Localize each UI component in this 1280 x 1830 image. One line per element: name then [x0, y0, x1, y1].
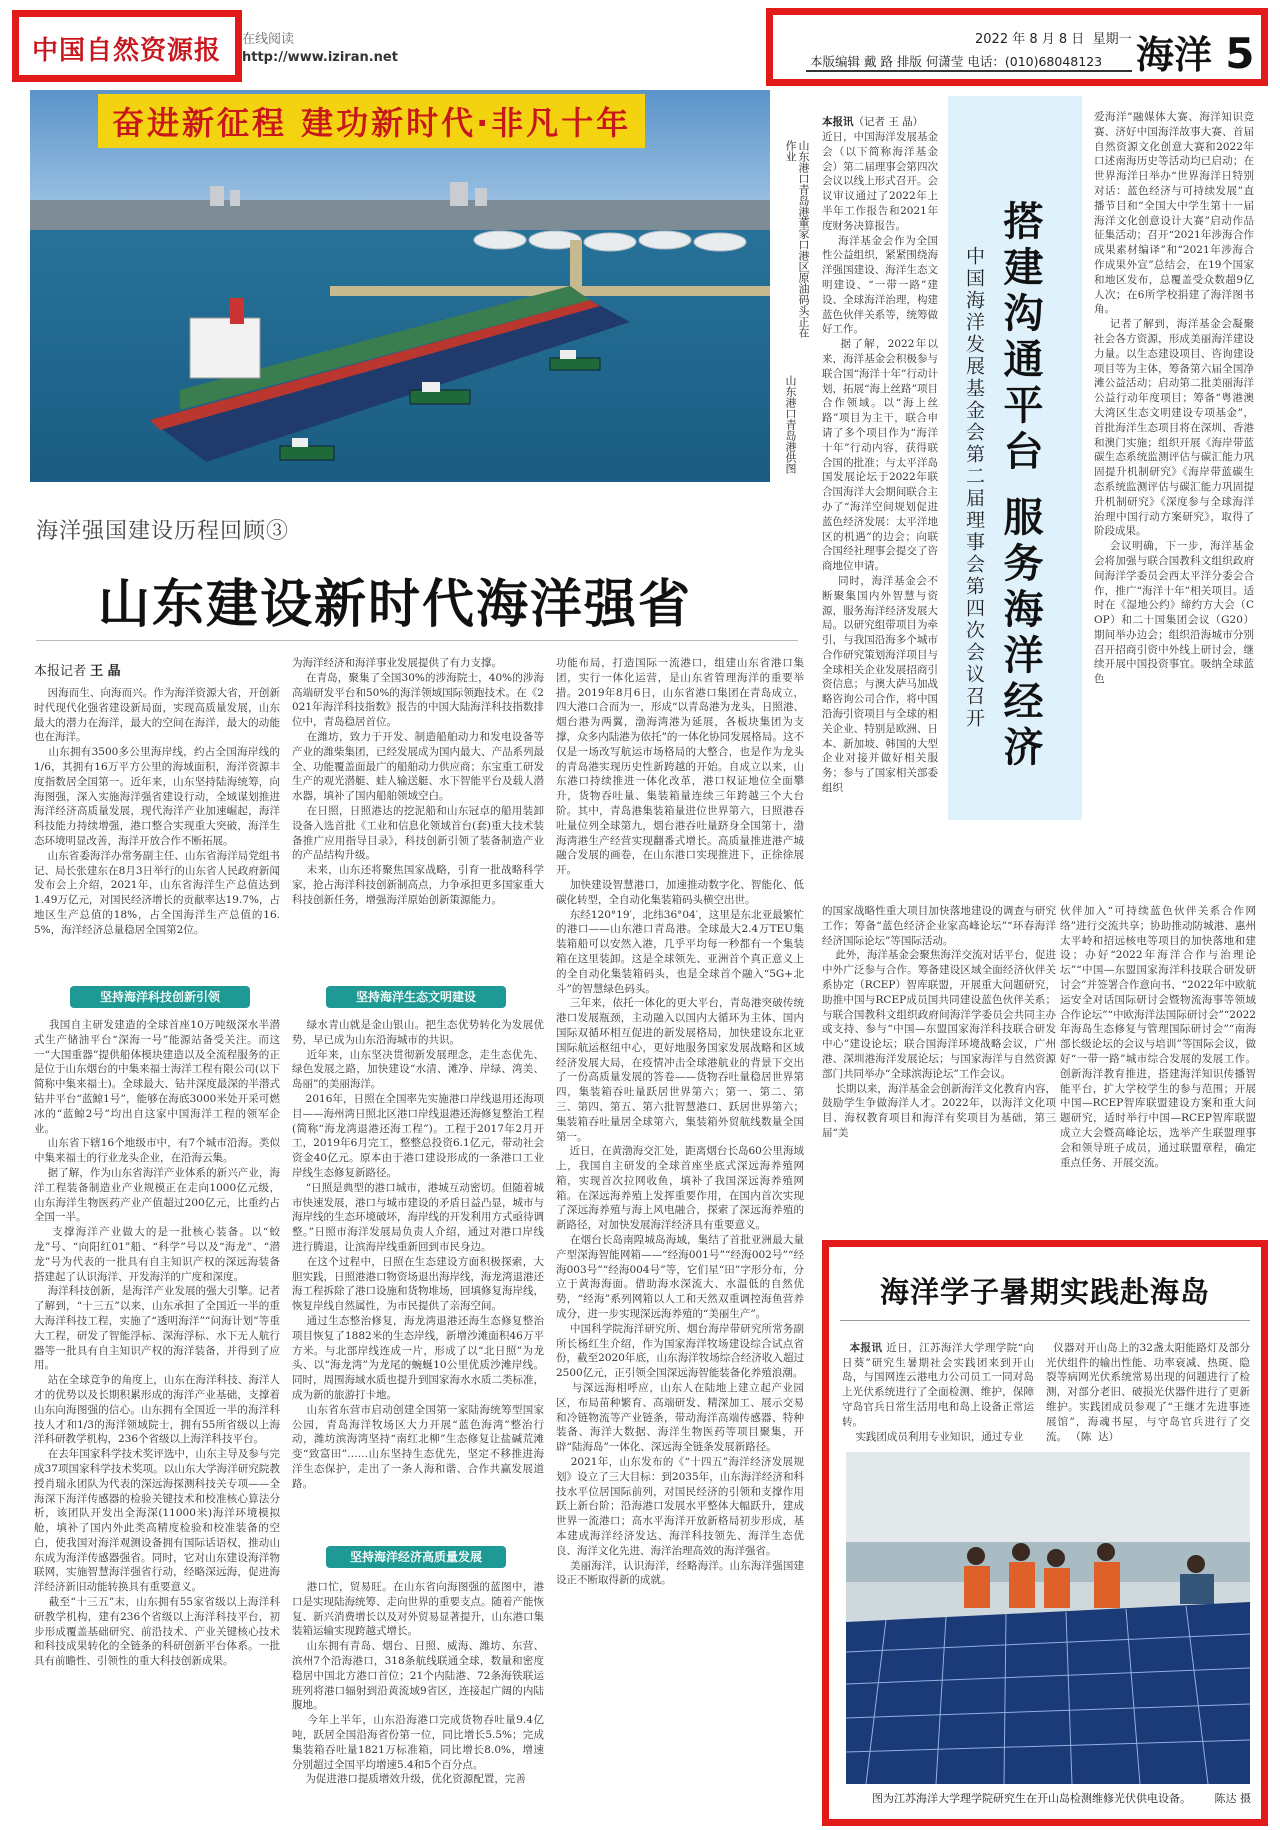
right-article-col-a2: 的国家战略性重大项目加快落地建设的调查与研究工作；筹备“蓝色经济企业家高峰论坛”“环春海洋经济国际论坛”等国际活动。 此外，海洋基金会聚焦海洋交流对话平台，促进中外广泛参与合作。筹备建设区域全面经济伙伴关系协定（RCEP）智库联盟，开展重大问题研究，助推中国与RCEP成员国共同建设蓝色伙伴关系；与联合国教科文组织政府间海洋学委员会共同主办或支持、参与“中国—东盟国家海洋科技联合研发中心”建设论坛；联合国海洋环境战略会议，广州港、深圳港海洋发展论坛；与国家海洋与自然资源部门共同举办“全球滨海论坛”工作会议。 长期以来，海洋基金会创新海洋文化教育内容，鼓励学生争做海洋人才。2022年，以海洋文化项目、海权教育项目和海洋有奖项目为基础，第三届“美: [822, 905, 1056, 1139]
weekday-text: 星期一: [1092, 32, 1132, 47]
photo-caption: 山东港口青岛港董家口港区原油码头正在作业: [784, 140, 810, 338]
main-article-col1b: 我国自主研发建造的全球首座10万吨级深水半潜式生产储油平台“深海一号”能源站备受关注。而这一“大国重器”提供船体模块建造以及全流程服务的正是位于山东烟台的中集来福士海洋工程有限公司(以下简称中集来福士)。全球最大、钻井深度最深的半潜式钻井平台“蓝鲸1号”，能够在海底3000米处开采可燃冰的“蓝鲸2号”均出自这家中国海洋工程的领军企业。 山东省下辖16个地级市中，有7个城市沿海。类似中集来福士的行业龙头企业，在沿海云集。 据了解，作为山东省海洋产业体系的新兴产业，海洋工程装备制造业产业规模正在走向1000亿元级，山东海洋生物医药产业产值超过200亿元，比重约占全国一半。 支撑海洋产业做大的是一批核心装备。以“蛟龙”号、“向阳红01”船、“科学”号以及“海龙”、“潜龙”号为代表的一批具有自主知识产权的深远海装备搭建起了认识海洋、开发海洋的广度和深度。 海洋科技创新，是海洋产业发展的强大引擎。记者了解到，“十三五”以来，山东承担了全国近一半的重大海洋科技工程，实施了“透明海洋”“问海计划”等重大工程，研发了智能浮标、深海浮标、水下无人航行器等一批具有自主知识产权的海洋装备，并得到了应用。 站在全球竞争的角度上，山东在海洋科技、海洋人才的优势以及长期积累形成的海洋产业基础，支撑着山东向海图强的信心。山东拥有全国近一半的海洋科技人才和1/3的海洋领域院士，拥有55所省级以上海洋科研教学机构，236个省级以上海洋科技平台。 在去年国家科学技术奖评选中，山东主导及参与完成37项国家科学技术奖项。以山东大学海洋研究院教授肖瑞永团队为代表的深远海探测科技关专项——全海深下海洋传感器的检验关键技术和校准核心算法分析，该团队开发出全海深(11000米)海洋环境模拟舱，填补了国内外此类高精度检验和校准装备的空白，使我国对海洋观测设备拥有国际话语权，推动山东成为海洋传感器强省。同时，它对山东建设海洋物联网，实施智慧海洋强省行动，经略深远海，促进海洋经济新旧动能转换具有重要意义。 截至“十三五”末，山东拥有55家省级以上海洋科研教学机构，建有236个省级以上海洋科技平台，初步形成覆盖基础研究、前沿技术、产业关键核心技术和科技成果转化的全链条的科研创新平台体系。一批具有前瞻性、引领性的重大科技创新成果。: [34, 1019, 280, 1668]
right-byline-label: 本报讯: [822, 116, 854, 128]
byline-label: 本报记者: [34, 664, 87, 679]
right-byline-name: （记者 王 晶）: [853, 116, 924, 128]
series-title: 海洋强国建设历程回顾③: [36, 519, 290, 544]
section-name: [1136, 24, 1254, 79]
main-article-col2: 为海洋经济和海洋事业发展提供了有力支撑。 在青岛，聚集了全国30%的涉海院士，40%的涉海高端研发平台和50%的海洋领域国际领跑技术。在《2021年海洋科技指数》报告的中国大陆海洋科技指数排位中，青岛稳居首位。 在潍坊，致力于开发、制造船舶动力和发电设备等产业的潍柴集团，已经发展成为国内最大、产品系列最全、功能覆盖面最广的船舶动力供应商；东宝重工研发生产的观光潜艇、蛙人输送艇、水下智能平台及载人潜水器，填补了国内船舶领域空白。 在日照，日照港达的挖泥船和山东冠卓的船用装卸设备入选首批《工业和信息化领域首台(套)重大技术装备推广应用指导目录》，科技创新引领了装备制造产业的产品结构升级。 未来，山东还将聚焦国家战略，引育一批战略科学家，抢占海洋科技创新制高点，力争承担更多国家重大科技创新任务，增强海洋原始创新策源能力。: [292, 657, 544, 906]
brief-text-b: [1046, 1326, 1250, 1446]
main-article-col2c: 港口忙，贸易旺。在山东省向海图强的蓝图中，港口是实现陆海统筹、走向世界的重要支点。随着产能恢复、新兴消费增长以及对外贸易显著提升，山东港口集装箱运输实现跨越式增长。 山东拥有青岛、烟台、日照、威海、潍坊、东营、滨州7个沿海港口，318条航线联通全球，数量和密度稳居中国北方港口首位；21个内陆港、72条海铁联运班列将港口辐射到沿黄流域9省区，连接起广阔的内陆腹地。 今年上半年，山东沿海港口完成货物吞吐量9.4亿吨，跃居全国沿海省份第一位，同比增长5.5%；完成集装箱吞吐量1821万标准箱，同比增长8.0%，增速分别超过全国平均增速5.4和5个百分点。 为促进港口提质增效升级，优化资源配置，完善: [292, 1581, 544, 1786]
brief-caption-credit: 陈达 摄: [1214, 1792, 1251, 1805]
brief-byline-label: 本报讯: [849, 1341, 883, 1354]
brief-text-b-body: 仪器对开山岛上的32盏太阳能路灯及部分光伏组件的输出性能、功率衰减、热斑、隐裂等病网光伏系统常易出现的问题进行了检测，对部分老旧、破损光伏器件进行了更新维护。实践团成员参观了“王继才先进事迹展馆”，海魂书屋，与守岛官兵进行了交流。: [1046, 1341, 1250, 1443]
newspaper-name: 中国自然资源报: [32, 36, 222, 66]
subhead-ecology: 坚持海洋生态文明建设: [326, 986, 506, 1008]
brief-photo: [846, 1452, 1250, 1784]
main-byline: [34, 660, 121, 679]
right-article-subtitle: 中国海洋发展基金会第二届理事会第四次会议召开: [963, 246, 985, 730]
photo-credit: 山东港口青岛港供图: [784, 375, 797, 474]
brief-text-a: [842, 1326, 1034, 1446]
right-byline: [822, 114, 923, 129]
right-article-title: 搭建沟通平台 服务海洋经济: [997, 200, 1043, 772]
subhead-tech-innovation: 坚持海洋科技创新引领: [70, 986, 250, 1008]
lead-photo: [30, 90, 770, 482]
port-tanker-illustration: [30, 90, 770, 482]
right-article-col-b: 爱海洋”融媒体大赛、海洋知识竞赛、济好中国海洋故事大赛、首届自然资源文化创意大赛和2022年口述南海历史等活动均已启动；在世界海洋日举办“世界海洋日特别对话：蓝色经济与可持续发展”直播节目和“全国大中学生第十一届海洋文化创意设计大赛”启动作品征集活动；召开“2021年涉海合作成果素材编译”和“2021年涉海合作成果外宣”总结会，在19个国家和地区发布，总覆盖受众数超9亿人次；在6所学校捐建了海洋图书角。 记者了解到，海洋基金会凝聚社会各方资源，形成美丽海洋建设力量。以生态建设项目、咨询建设项目等为主体，筹备第六届全国净滩公益活动；启动第二批美丽海洋公益行动年度项目；筹备“粤港澳大湾区生态文明建设专项基金”，首批海洋生态项目将在深圳、香港和澳门实施；组织开展《海岸带蓝碳生态系统监测评估与碳汇能力巩固提升机制研究》《海岸带蓝碳生态系统监测评估与碳汇能力巩固提升机制研究》《深度参与全球海洋治理中国行动方案研究》，取得了阶段成果。 会议明确，下一步，海洋基金会将加强与联合国教科文组织政府间海洋学委员会西太平洋分委会合作，推广“海洋十年”相关项目。适时在《湿地公约》缔约方大会（COP）和二十国集团会议（G20）期间举办边会；组织沿海城市分别召开招商引资中外线上研讨会，继续开展中国投资事宜。吸纳全球蓝色: [1094, 111, 1254, 686]
main-article-col1: 因海而生、向海而兴。作为海洋资源大省，开创新时代现代化强省建设新局面，实现高质量发展，山东最大的潜力在海洋，最大的空间在海洋，最大的动能也在海洋。 山东拥有3500多公里海岸线，约占全国海岸线的1/6，其拥有16万平方公里的海域面积，海洋资源丰度指数居全国第一。近年来，山东坚持陆海统筹，向海图强，深入实施海洋强省建设行动，全域谋划推进海洋经济高质量发展，现代海洋产业加速崛起，海洋科技能力持续增强，港口整合实现重大突破，海洋生态环境明显改善，海洋开放合作不断拓展。 山东省委海洋办常务副主任、山东省海洋局党组书记、局长张建东在8月3日举行的山东省人民政府新闻发布会上介绍，2021年，山东省海洋生产总值达到1.49万亿元，对国民经济增长的贡献率达19.7%，占地区生产总值的18%，占全国海洋生产总值的16.5%，海洋经济总量稳居全国第2位。: [34, 687, 280, 936]
header-rule: [806, 70, 1132, 72]
brief-text-a-body: 近日，江苏海洋大学理学院“向日葵”研究生暑期社会实践团来到开山岛，与国网连云港电力公司员工一同对岛上光伏系统进行了全面检测、维护，保障守岛官兵日常生活用电和岛上设备正常运转。 实践团成员利用专业知识，通过专业: [842, 1341, 1034, 1443]
date-text: 2022 年 8 月 8 日: [975, 32, 1085, 47]
brief-photo-caption: [872, 1790, 1251, 1806]
site-label: 在线阅读: [242, 32, 295, 47]
right-article-col-wide: 伙伴加入“可持续蓝色伙伴关系合作网络”进行交流共享；协助推动防城港、惠州太平岭和招远核电等项目的加快落地和建设；办好“2022年海洋合作与治理论坛”“中国—东盟国家海洋科技联合研发研讨会”并签署合作意向书、“2022年中欧航运安全对话国际研讨会暨物流海事等领域合作论坛”“中欧海洋法国际研讨会”“2022年海岛生态修复与管理国际研讨会”“南海部长级论坛的会议与培训”等国际会议，做好“一带一路”城市综合发展的发展工作。创新海洋教育推进，搭建海洋知识传播智能平台，扩大学校学生的参与范围；开展中国—RCEP智库联盟建设方案和重大问题研究，适时举行中国—RCEP智库联盟成立大会暨高峰论坛，选举产生联盟理事会和领导班子成员，通过联盟章程，确定重点任务、开展交流。: [1060, 905, 1256, 1169]
editor-line: 本版编辑 戴 路 排版 何潇莹 电话：(010)68048123: [810, 54, 1103, 69]
brief-author: （陈 达）: [1070, 1430, 1120, 1443]
brief-caption-text: 图为江苏海洋大学理学院研究生在开山岛检测维修光伏供电设备。: [872, 1792, 1191, 1805]
main-headline: 山东建设新时代海洋强省: [98, 575, 693, 635]
right-article-col-a: 近日，中国海洋发展基金会（以下简称海洋基金会）第二届理事会第四次会议以线上形式召开。会议审议通过了2022年上半年工作报告和2021年度财务决算报告。 海洋基金会作为全国性公益组织，紧紧围绕海洋强国建设、海洋生态文明建设、“一带一路”建设、全球海洋治理，构建蓝色伙伴关系等，统筹做好工作。 据了解，2022年以来，海洋基金会积极参与联合国“海洋十年”行动计划，拓展“海上丝路”项目合作领域。以“海上丝路”项目为主干，联合申请了多个项目作为“海洋十年”行动内容，获得联合国的批准；与太平洋岛国发展论坛于2022年联合国海洋大会期间联合主办了“海洋空间规划促进蓝色经济发展：太平洋地区的机遇”的边会；向联合国经社理事会提交了咨商地位申请。 同时，海洋基金会不断聚集国内外智慧与资源，服务海洋经济发展大局。以研究组带项目为牵引，与我国沿海多个城市合作研究策划海洋项目与全球相关企业发展招商引资信息；与澳大萨马加战略咨询公司合作，将中国沿海引资项目与全球的相关企业、特别是欧洲、日本、新加坡、韩国的大型企业对接并做好相关服务；参与了国家相关部委组织: [822, 131, 938, 795]
main-article-col3: 功能布局，打造国际一流港口，组建山东省港口集团，实行一体化运营，是山东省管理海洋的重要举措。2019年8月6日，山东省港口集团在青岛成立，四大港口合而为一，形成“以青岛港为龙头，日照港、烟台港为两翼，渤海湾港为延展，各板块集团为支撑，众多内陆港为依托”的一体化协同发展格局。这不仅是一场改写航运市场格局的大整合，也是作为龙头的青岛港实现历史性新跨越的开始。自成立以来，山东港口持续推进一体化改革，港口权证地位全面攀升，货物吞吐量、集装箱量连续三年跨越三个大台阶。其中，青岛港集装箱量进位世界第六，日照港吞吐量位列全球第九，烟台港吞吐量跻身全国第十，渤海湾港生产经营实现翻番式增长。高质量推进港产城融合发展的画卷，在山东港口实现推进下，正徐徐展开。 加快建设智慧港口，加速推动数字化、智能化、低碳化转型，全自动化集装箱码头横空出世。 东经120°19′，北纬36°04′，这里是东北亚最繁忙的港口——山东港口青岛港。全球最大2.4万TEU集装箱船可以安然入港，几乎平均每一秒都有一个集装箱在这里装卸。这是全球领先、亚洲首个真正意义上的全自动化集装箱码头，也是全球首个融入“5G+北斗”的智慧绿色码头。 三年来，依托一体化的更大平台，青岛港突破传统港口发展瓶颈，主动融入以国内大循环为主体、国内国际双循环相互促进的新发展格局，加快建设东北亚国际航运枢纽中心，更好地服务国家发展战略和区域经济发展大局，在疫情冲击全球港航业的背景下交出了一份高质量发展的答卷——货物吞吐量稳居世界第四，集装箱吞吐量跃居世界第六；第一、第二、第三、第四、第五、第六批智慧港口、跃居世界第六；集装箱吞吐量居全球第六，集装箱外贸航线数量全国第一。 近日，在黄渤海交汇处，距离烟台长岛60公里海域上，我国自主研发的全球首座坐底式深远海养殖网箱，实现首次拉网收鱼，填补了我国深远海养殖网箱。在深远海养殖上发挥重要作用，在国内首次实现了深远海养殖与海上风电融合，探索了深远海养殖的新路径，对加快发展海洋经济具有重要意义。 在烟台长岛南隍城岛海域，集结了首批亚洲最大量产型深海智能网箱——“经海001号”“经海002号”“经海003号”“经海004号”等，它们星“田”字形分布，分立于黄海海面。借助海水深流大、水温低的自然优势，“经海”系列网箱以人工和天然双重调控海鱼营养成分，进一步实现深远海养殖的“美丽生产”。 中国科学院海洋研究所、烟台海岸带研究所常务副所长杨红生介绍，作为国家海洋牧场建设综合试点省份，截至2020年底，山东海洋牧场综合经济收入超过2500亿元，正引领全国深远海智能装备化养殖浪潮。 与深远海相呼应，山东人在陆地上建立起产业园区，布局苗种繁育、高端研发、精深加工、展示交易和冷链物流等产业链条，带动海洋高端传感器、特种装备、海洋大数据、海洋生物医药等项目聚集，开辟“陆海岛”一体化、深远海全链条发展新路径。 2021年，山东发布的《“十四五”海洋经济发展规划》设立了三大目标：到2035年，山东海洋经济和科技水平位居国际前列，对国民经济的引领和支撑作用跃上新台阶；沿海港口发展水平整体大幅跃升，建成世界一流港口；高水平海洋开放新格局初步形成，基本建成海洋经济发达、海洋科技领先、海洋生态优良、海洋文化先进、海洋治理高效的海洋强省。 美丽海洋，认识海洋，经略海洋。山东海洋强国建设正不断取得新的成就。: [556, 657, 804, 1587]
headline-rule: [36, 640, 798, 641]
site-url[interactable]: http://www.iziran.net: [242, 50, 398, 65]
solar-panel-students-illustration: [846, 1452, 1250, 1784]
main-article-col2b: 绿水青山就是金山银山。把生态优势转化为发展优势，早已成为山东沿海城市的共识。 近年来，山东坚决贯彻新发展理念，走生态优先、绿色发展之路，加快建设“水清、滩净、岸绿、湾美、岛丽”的美丽海洋。 2016年，日照在全国率先实施港口岸线退用还海项目——海州湾日照北区港口岸线退港还海修复整治工程(简称“海龙湾退港还海工程”)。工程于2017年2月开工，2019年6月完工，整整总投资6.1亿元，带动社会资金40亿元。原本由于港口建设形成的一条港口工业岸线生态修复新路径。 “日照是典型的港口城市，港城互动密切。但随着城市快速发展，港口与城市建设的矛盾日益凸显，城市与海岸线的生态环境破坏，海岸线的开发利用方式亟待调整。”日照市海洋发展局负责人介绍，通过对港口岸线进行腾退，让滨海岸线重新回到市民身边。 在这个过程中，日照在生态建设方面积极探索，大胆实践，日照港港口物资场退出海岸线，海龙湾退港还海工程拆除了港口设施和货物堆场，回填修复海岸线，恢复岸线自然属性，为市民提供了亲海空间。 通过生态整治修复，海龙湾退港还海生态修复整治项目恢复了1882米的生态岸线，新增沙滩面积46万平方米。与北部岸线连成一片，形成了以“北日照”为龙头、以“海龙湾”为龙尾的蜿蜒10公里优质沙滩岸线。同时，周围海域水质也提升到国家海水水质二类标准，成为新的旅游打卡地。 山东省东营市启动创建全国第一家陆海统筹型国家公园，青岛海洋牧场区大力开展“蓝色海湾”整治行动，潍坊滨海湾坚持“南红北柳”生态修复让盐碱荒滩变“致富田”……山东坚持生态优先，坚定不移推进海洋生态保护，走出了一条人海和谐、合作共赢发展道路。: [292, 1019, 544, 1490]
brief-title-rule: [840, 1320, 1250, 1321]
byline-name: 王 晶: [90, 664, 121, 679]
page-number: 5: [1225, 29, 1255, 78]
issue-date: [975, 28, 1132, 47]
subhead-economy: 坚持海洋经济高质量发展: [326, 1546, 506, 1568]
section-title: 海洋: [1136, 33, 1213, 77]
brief-title: 海洋学子暑期实践赴海岛: [879, 1275, 1210, 1309]
anniversary-slogan-banner: 奋进新征程 建功新时代·非凡十年: [98, 94, 645, 148]
